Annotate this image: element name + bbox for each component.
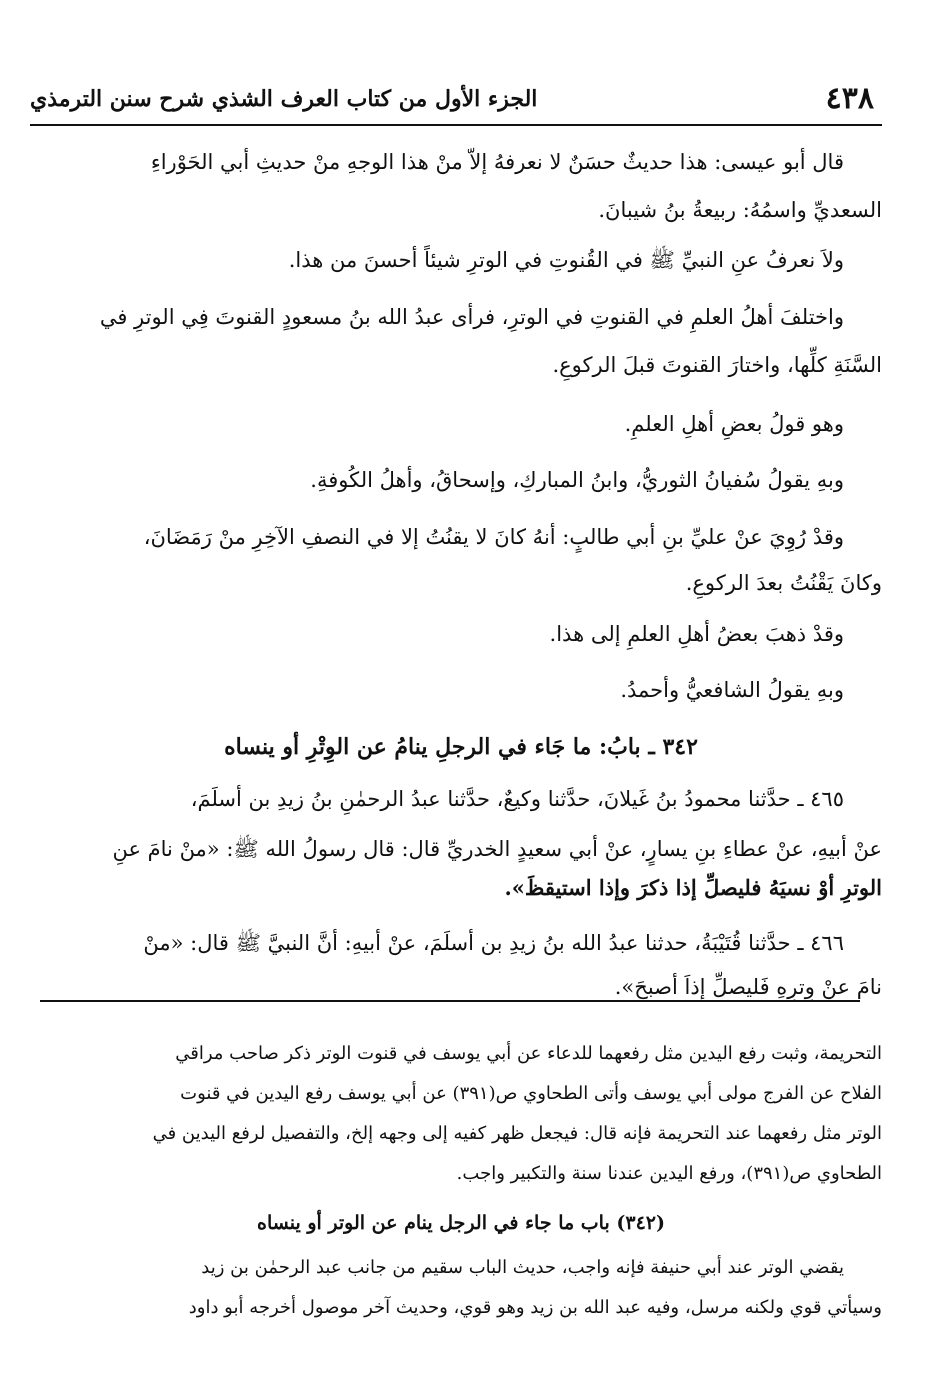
text-line: السعديِّ واسمُهُ: ربيعةُ بنُ شيبانَ. xyxy=(598,198,882,222)
text-line: واختلفَ أهلُ العلمِ في القنوتِ في الوترِ، فرأى عبدُ الله بنُ مسعودٍ القنوتَ فِي الوترِ في xyxy=(99,305,844,329)
page-header xyxy=(30,70,882,126)
chapter-heading: ٣٤٢ ـ بابُ: ما جَاء في الرجلِ ينامُ عن الوِتْرِ أو ينساه xyxy=(224,734,698,760)
hadith-465-line: عنْ أبيهِ، عنْ عطاءِ بنِ يسارٍ، عنْ أبي سعيدٍ الخدريِّ قال: قال رسولُ الله ﷺ: «منْ نامَ عنِ xyxy=(112,837,882,861)
footnote-line: التحريمة، وثبت رفع اليدين مثل رفعهما للدعاء عن أبي يوسف في قنوت الوتر ذكر صاحب مراقي xyxy=(175,1043,882,1064)
footnote-line: الطحاوي ص(٣٩١)، ورفع اليدين عندنا سنة والتكبير واجب. xyxy=(456,1163,882,1184)
text-line: وقدْ ذهبَ بعضُ أهلِ العلمِ إلى هذا. xyxy=(549,622,844,646)
running-title: الجزء الأول من كتاب العرف الشذي شرح سنن الترمذي xyxy=(30,86,538,112)
hadith-465-line: الوترِ أوْ نسيَهُ فليصلِّ إذا ذكرَ وإذا استيقظَ». xyxy=(504,875,882,900)
page-number: ٤٣٨ xyxy=(825,81,874,116)
text-line: السَّنَةِ كلِّها، واختارَ القنوتَ قبلَ الركوعِ. xyxy=(552,353,882,377)
footnote-line: الفلاح عن الفرج مولى أبي يوسف وأتى الطحاوي ص(٣٩١) عن أبي يوسف رفع اليدين في قنوت xyxy=(180,1083,882,1104)
header-rule xyxy=(30,124,882,126)
footnote-line: وسيأتي قوي ولكنه مرسل، وفيه عبد الله بن زيد وهو قوي، وحديث آخر موصول أخرجه أبو داود xyxy=(188,1297,882,1318)
hadith-466-line: نامَ عنْ وِترِهِ فَليصلِّ إذاَ أصبحَ». xyxy=(614,975,882,999)
text-line: قال أبو عيسى: هذا حديثٌ حسَنٌ لا نعرفهُ إلاّ منْ هذا الوجهِ منْ حديثِ أبي الحَوْراءِ xyxy=(150,150,844,174)
hadith-465-line: ٤٦٥ ـ حدَّثنا محمودُ بنُ غَيلانَ، حدَّثنا وكيعٌ، حدَّثنا عبدُ الرحمٰنِ بنُ زيدِ بن أسلَمَ، xyxy=(190,787,844,811)
text-line: وبهِ يقولُ الشافعيُّ وأحمدُ. xyxy=(620,678,844,702)
footnote-rule xyxy=(40,1000,860,1002)
text-line: وكانَ يَقْنُتُ بعدَ الركوعِ. xyxy=(685,571,882,595)
text-line: ولاَ نعرفُ عنِ النبيِّ ﷺ في القُنوتِ في الوترِ شيئاً أحسنَ من هذا. xyxy=(288,248,844,272)
text-line: وبهِ يقولُ سُفيانُ الثوريُّ، وابنُ المباركِ، وإسحاقُ، وأهلُ الكُوفةِ. xyxy=(310,468,844,492)
footnote-line: الوتر مثل رفعهما عند التحريمة فإنه قال: فيجعل ظهر كفيه إلى وجهه إلخ، والتفصيل لرفع اليدين في xyxy=(152,1123,882,1144)
footnote-heading: (٣٤٢) باب ما جاء في الرجل ينام عن الوتر أو ينساه xyxy=(257,1212,665,1234)
text-line: وقدْ رُوِيَ عنْ عليِّ بنِ أبي طالبٍ: أنهُ كانَ لا يقنُتُ إلا في النصفِ الآخِرِ منْ رَمَضَانَ، xyxy=(143,525,844,549)
footnote-line: يقضي الوتر عند أبي حنيفة فإنه واجب، حديث الباب سقيم من جانب عبد الرحمٰن بن زيد xyxy=(201,1257,844,1278)
text-line: وهو قولُ بعضِ أهلِ العلمِ. xyxy=(624,412,844,436)
hadith-466-line: ٤٦٦ ـ حدَّثنا قُتَيْبَةُ، حدثنا عبدُ الله بنُ زيدِ بن أسلَمَ، عنْ أبيهِ: أنَّ النبيَّ ﷺ قال: «منْ xyxy=(143,931,844,955)
